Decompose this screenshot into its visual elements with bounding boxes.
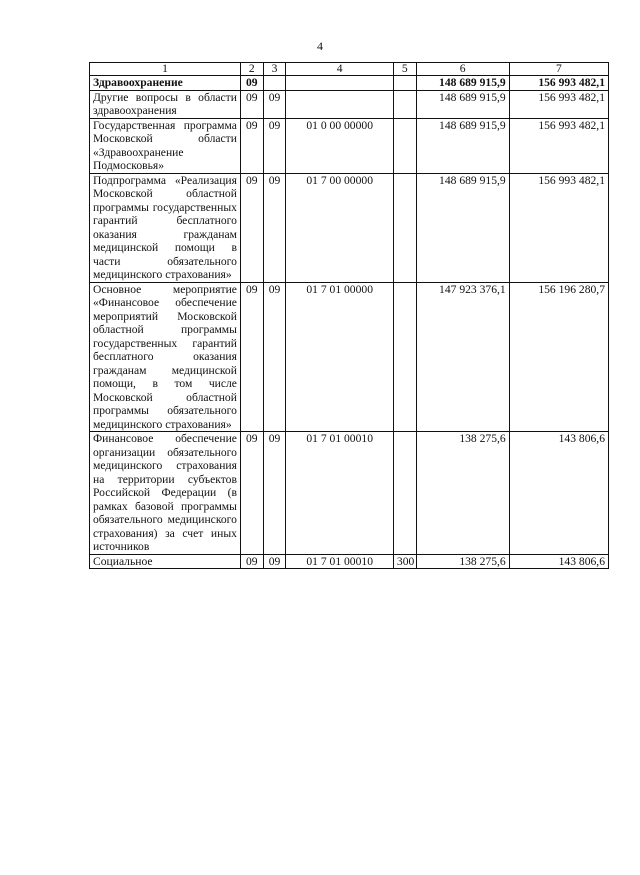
target-article-cell: 01 7 01 00010 bbox=[286, 554, 394, 569]
row-name-cell: Другие вопросы в области здравоохранения bbox=[90, 90, 241, 118]
section-code-cell: 09 bbox=[240, 76, 263, 91]
expense-type-cell: 300 bbox=[393, 554, 416, 569]
header-cell: 5 bbox=[393, 63, 416, 76]
row-name-cell: Государственная программа Московской области «Здравоохранение Подмосковья» bbox=[90, 118, 241, 173]
header-cell: 6 bbox=[416, 63, 509, 76]
amount-2020-cell: 156 993 482,1 bbox=[509, 173, 608, 282]
row-name-cell: Подпрограмма «Реализация Московской областной программы государственных гарантий бесплатного оказания гражданам медицинской помощи в части обязательного медицинского страхования» bbox=[90, 173, 241, 282]
target-article-cell: 01 7 01 00010 bbox=[286, 432, 394, 555]
section-code-cell: 09 bbox=[240, 90, 263, 118]
expense-type-cell bbox=[393, 118, 416, 173]
row-name-cell: Здравоохранение bbox=[90, 76, 241, 91]
table-row bbox=[90, 432, 609, 555]
section-code-cell: 09 bbox=[240, 282, 263, 432]
target-article-cell: 01 0 00 00000 bbox=[286, 118, 394, 173]
page-number: 4 bbox=[317, 39, 323, 53]
header-cell: 3 bbox=[263, 63, 286, 76]
amount-2019-cell: 147 923 376,1 bbox=[416, 282, 509, 432]
row-name-cell: Основное мероприятие «Финансовое обеспечение мероприятий Московской областной программы государственных гарантий бесплатного оказания гражданам медицинской помощи, в том числе Московской областной программы обязательного медицинского страхования» bbox=[90, 282, 241, 432]
target-article-cell: 01 7 00 00000 bbox=[286, 173, 394, 282]
amount-2019-cell: 148 689 915,9 bbox=[416, 173, 509, 282]
expense-type-cell bbox=[393, 282, 416, 432]
section-code-cell: 09 bbox=[240, 432, 263, 555]
table-body bbox=[90, 76, 609, 569]
subsection-code-cell: 09 bbox=[263, 432, 286, 555]
amount-2019-cell: 148 689 915,9 bbox=[416, 76, 509, 91]
expense-type-cell bbox=[393, 432, 416, 555]
amount-2020-cell: 156 993 482,1 bbox=[509, 118, 608, 173]
expense-type-cell bbox=[393, 173, 416, 282]
table-row bbox=[90, 554, 609, 569]
target-article-cell bbox=[286, 90, 394, 118]
target-article-cell: 01 7 01 00000 bbox=[286, 282, 394, 432]
header-cell: 1 bbox=[90, 63, 241, 76]
section-code-cell: 09 bbox=[240, 173, 263, 282]
expense-type-cell bbox=[393, 90, 416, 118]
expense-type-cell bbox=[393, 76, 416, 91]
header-cell: 4 bbox=[286, 63, 394, 76]
table-row bbox=[90, 76, 609, 91]
subsection-code-cell: 09 bbox=[263, 118, 286, 173]
amount-2020-cell: 156 993 482,1 bbox=[509, 90, 608, 118]
amount-2020-cell: 156 993 482,1 bbox=[509, 76, 608, 91]
amount-2020-cell: 156 196 280,7 bbox=[509, 282, 608, 432]
header-cell: 2 bbox=[240, 63, 263, 76]
amount-2019-cell: 148 689 915,9 bbox=[416, 90, 509, 118]
subsection-code-cell bbox=[263, 76, 286, 91]
row-name-cell: Финансовое обеспечение организации обязательного медицинского страхования на территории субъектов Российской Федерации (в рамках базовой программы обязательного медицинского страхования) за счет иных источников bbox=[90, 432, 241, 555]
target-article-cell bbox=[286, 76, 394, 91]
section-code-cell: 09 bbox=[240, 554, 263, 569]
table-row bbox=[90, 118, 609, 173]
section-code-cell: 09 bbox=[240, 118, 263, 173]
budget-table bbox=[89, 62, 609, 569]
amount-2019-cell: 138 275,6 bbox=[416, 554, 509, 569]
subsection-code-cell: 09 bbox=[263, 554, 286, 569]
amount-2020-cell: 143 806,6 bbox=[509, 554, 608, 569]
header-cell: 7 bbox=[509, 63, 608, 76]
amount-2019-cell: 148 689 915,9 bbox=[416, 118, 509, 173]
subsection-code-cell: 09 bbox=[263, 90, 286, 118]
table-row bbox=[90, 90, 609, 118]
subsection-code-cell: 09 bbox=[263, 282, 286, 432]
header-row bbox=[90, 63, 609, 76]
amount-2019-cell: 138 275,6 bbox=[416, 432, 509, 555]
row-name-cell: Социальное bbox=[90, 554, 241, 569]
subsection-code-cell: 09 bbox=[263, 173, 286, 282]
table-row bbox=[90, 282, 609, 432]
table-row bbox=[90, 173, 609, 282]
amount-2020-cell: 143 806,6 bbox=[509, 432, 608, 555]
